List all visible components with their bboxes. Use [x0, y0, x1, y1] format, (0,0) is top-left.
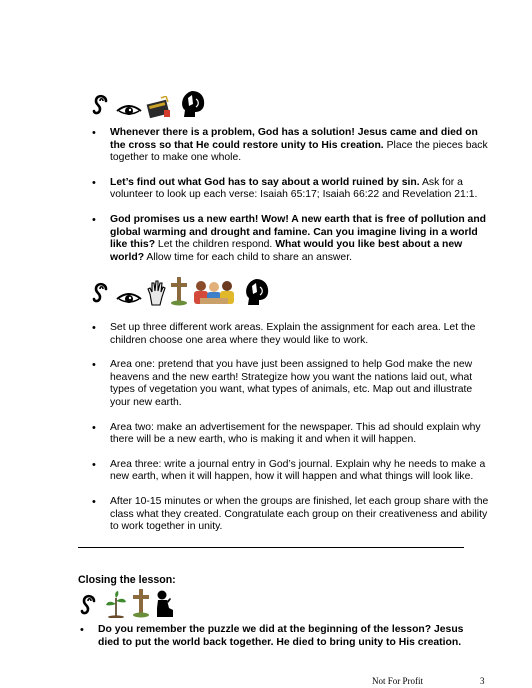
section2-bullet-list — [92, 322, 492, 534]
closing-bullet-list — [80, 624, 482, 649]
kneeling-prayer-icon — [154, 590, 174, 618]
list-item: • Area three: write a journal entry in God’s journal. Explain why he needs to make a new earth, when it will happen, how it will happen and what things will look like. — [92, 459, 492, 484]
list-item: • Area one: pretend that you have just been assigned to help God make the new heavens and the new earth! Strategize how you want the nations laid out, what types of vegetation you want, what types of animals, etc. Map out and illustrate your new earth. — [92, 359, 492, 409]
bible-icon — [146, 96, 172, 118]
ear-icon — [92, 280, 112, 306]
page-number: 3 — [480, 676, 485, 686]
list-item: • God promises us a new earth! Wow! A new earth that is free of pollution and global warming and drought and famine. Can you imagine living in a world like this? Let the children respond. What would you like best about a new world? Allow time for each child to share an answer. — [92, 214, 492, 264]
eye-icon — [116, 290, 142, 306]
cross-icon — [132, 588, 150, 618]
section1-icon-row — [92, 90, 206, 118]
list-item: • Area two: make an advertisement for the newspaper. This ad should explain why there will be a new earth, who is making it and when it will happen. — [92, 422, 492, 447]
closing-heading: Closing the lesson: — [78, 574, 176, 586]
closing-icon-row — [80, 588, 174, 618]
list-item: • Set up three different work areas. Explain the assignment for each area. Let the children choose one area where they would like to work. — [92, 322, 492, 347]
section1-bullet-list — [92, 127, 492, 264]
footer-text: Not For Profit — [372, 676, 424, 686]
eye-icon — [116, 102, 142, 118]
section2-icon-row — [92, 276, 270, 306]
praying-head-icon — [240, 278, 270, 306]
praying-head-icon — [176, 90, 206, 118]
hand-icon — [146, 280, 166, 306]
list-item: • Let’s find out what God has to say about a world ruined by sin. Ask for a volunteer to look up each verse: Isaiah 65:17; Isaiah 66:22 and Revelation 21:1. — [92, 177, 492, 202]
ear-icon — [92, 92, 112, 118]
list-item: • After 10-15 minutes or when the groups are finished, let each group share with the class what they created. Congratulate each group on their creativeness and ability to work together in unity. — [92, 496, 492, 534]
sprout-icon — [104, 590, 128, 618]
ear-icon — [80, 592, 100, 618]
section-divider — [78, 547, 464, 548]
children-group-icon — [192, 280, 236, 306]
cross-icon — [170, 276, 188, 306]
list-item: • Do you remember the puzzle we did at the beginning of the lesson? Jesus died to put the world back together. He died to bring unity to His creation. — [80, 624, 482, 649]
list-item: • Whenever there is a problem, God has a solution! Jesus came and died on the cross so that He could restore unity to His creation. Place the pieces back together to make one whole. — [92, 127, 492, 165]
